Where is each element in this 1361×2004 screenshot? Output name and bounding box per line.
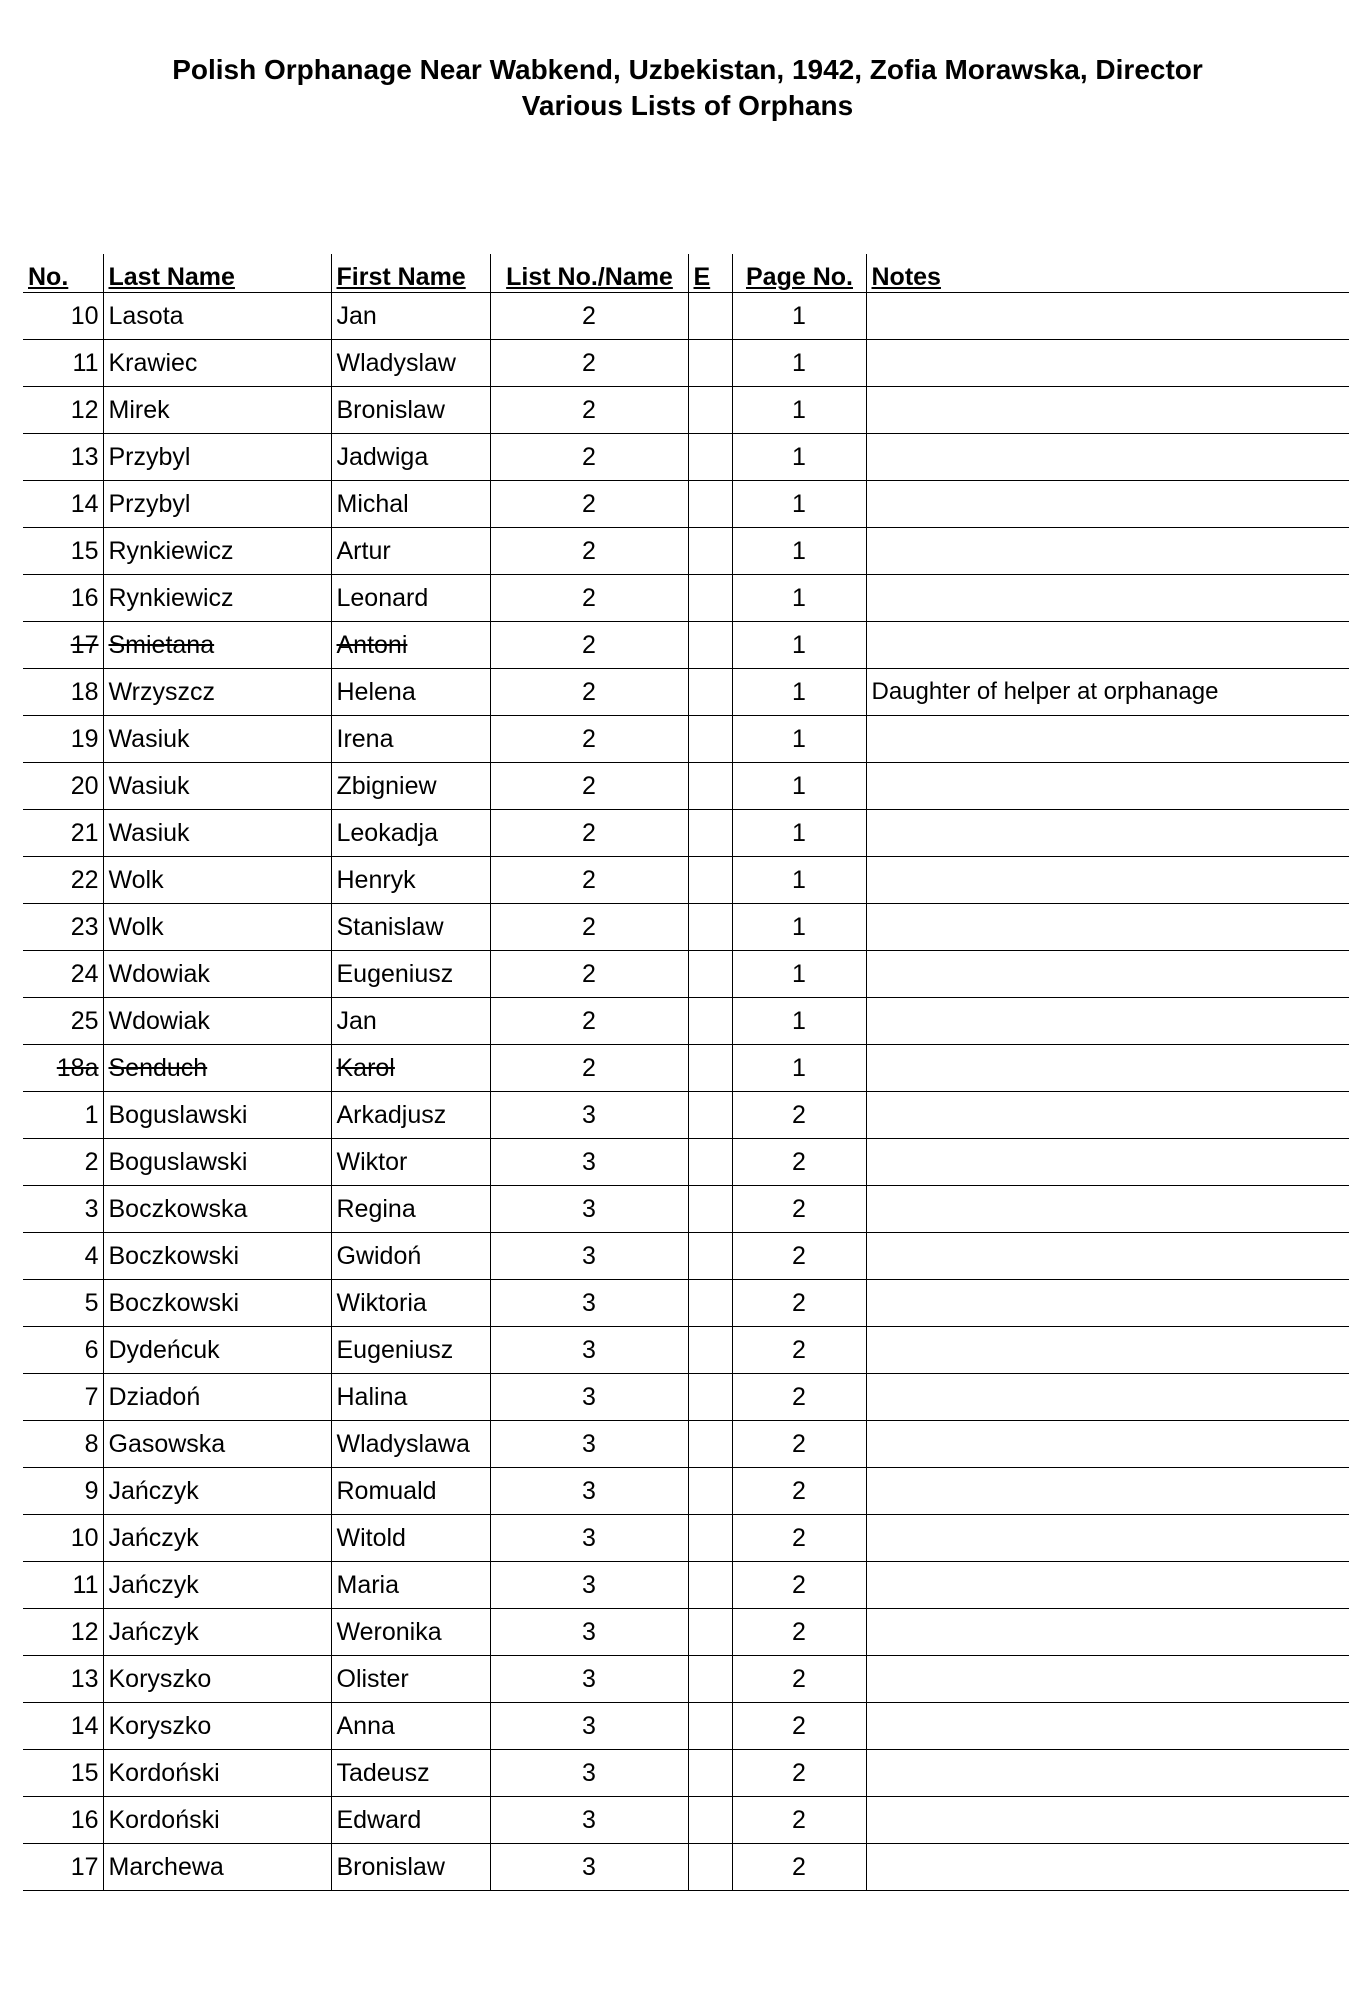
cell-page-no: 2	[732, 1092, 866, 1139]
cell-list-no: 3	[490, 1656, 688, 1703]
table-row	[23, 1045, 1349, 1092]
cell-page-no: 1	[732, 622, 866, 669]
table-row	[23, 293, 1349, 340]
cell-last-name: Koryszko	[103, 1656, 331, 1703]
cell-list-no: 3	[490, 1515, 688, 1562]
table-row	[23, 1421, 1349, 1468]
cell-e	[688, 481, 732, 528]
cell-list-no: 2	[490, 716, 688, 763]
cell-first-name: Tadeusz	[331, 1750, 490, 1797]
cell-e	[688, 1515, 732, 1562]
cell-first-name: Zbigniew	[331, 763, 490, 810]
cell-e	[688, 1703, 732, 1750]
column-header-first-name: First Name	[331, 254, 490, 293]
cell-notes	[866, 1092, 1349, 1139]
cell-page-no: 1	[732, 810, 866, 857]
cell-e	[688, 293, 732, 340]
cell-first-name: Weronika	[331, 1609, 490, 1656]
cell-e	[688, 857, 732, 904]
cell-last-name: Krawiec	[103, 340, 331, 387]
table-row	[23, 716, 1349, 763]
cell-list-no: 3	[490, 1280, 688, 1327]
cell-notes	[866, 951, 1349, 998]
cell-e	[688, 1092, 732, 1139]
cell-notes	[866, 1797, 1349, 1844]
cell-notes	[866, 1186, 1349, 1233]
cell-notes	[866, 1844, 1349, 1891]
table-row	[23, 481, 1349, 528]
cell-last-name: Kordoński	[103, 1797, 331, 1844]
cell-e	[688, 434, 732, 481]
cell-page-no: 1	[732, 1045, 866, 1092]
cell-e	[688, 1750, 732, 1797]
cell-notes	[866, 1656, 1349, 1703]
cell-list-no: 2	[490, 763, 688, 810]
cell-last-name: Smietana	[103, 622, 331, 669]
cell-page-no: 1	[732, 340, 866, 387]
cell-e	[688, 998, 732, 1045]
cell-last-name: Boczkowski	[103, 1280, 331, 1327]
cell-first-name: Leokadja	[331, 810, 490, 857]
cell-page-no: 1	[732, 904, 866, 951]
cell-no: 13	[23, 1656, 103, 1703]
cell-notes	[866, 1421, 1349, 1468]
cell-last-name: Boczkowski	[103, 1233, 331, 1280]
cell-e	[688, 1797, 732, 1844]
cell-page-no: 2	[732, 1844, 866, 1891]
cell-first-name: Antoni	[331, 622, 490, 669]
cell-notes	[866, 1562, 1349, 1609]
cell-e	[688, 1656, 732, 1703]
cell-list-no: 3	[490, 1233, 688, 1280]
cell-first-name: Helena	[331, 669, 490, 716]
table-row	[23, 387, 1349, 434]
cell-page-no: 2	[732, 1656, 866, 1703]
title-line-1: Polish Orphanage Near Wabkend, Uzbekistan, 1942, Zofia Morawska, Director	[172, 54, 1203, 85]
cell-list-no: 3	[490, 1562, 688, 1609]
cell-notes	[866, 716, 1349, 763]
table-row	[23, 1562, 1349, 1609]
cell-page-no: 1	[732, 481, 866, 528]
cell-e	[688, 1374, 732, 1421]
cell-notes	[866, 387, 1349, 434]
table-row	[23, 1233, 1349, 1280]
cell-e	[688, 1468, 732, 1515]
cell-first-name: Michal	[331, 481, 490, 528]
cell-last-name: Jańczyk	[103, 1468, 331, 1515]
cell-e	[688, 387, 732, 434]
cell-no: 22	[23, 857, 103, 904]
cell-last-name: Jańczyk	[103, 1562, 331, 1609]
cell-e	[688, 528, 732, 575]
cell-first-name: Maria	[331, 1562, 490, 1609]
cell-last-name: Wdowiak	[103, 951, 331, 998]
title-line-2: Various Lists of Orphans	[521, 90, 854, 121]
cell-no: 18a	[23, 1045, 103, 1092]
cell-first-name: Gwidoń	[331, 1233, 490, 1280]
column-header-e: E	[688, 254, 732, 293]
cell-last-name: Gasowska	[103, 1421, 331, 1468]
cell-first-name: Jadwiga	[331, 434, 490, 481]
cell-notes	[866, 528, 1349, 575]
cell-page-no: 2	[732, 1562, 866, 1609]
table-row	[23, 1750, 1349, 1797]
cell-no: 17	[23, 1844, 103, 1891]
cell-no: 21	[23, 810, 103, 857]
cell-last-name: Jańczyk	[103, 1609, 331, 1656]
cell-list-no: 3	[490, 1468, 688, 1515]
cell-notes	[866, 810, 1349, 857]
cell-page-no: 2	[732, 1515, 866, 1562]
cell-no: 18	[23, 669, 103, 716]
cell-list-no: 3	[490, 1139, 688, 1186]
cell-first-name: Wiktoria	[331, 1280, 490, 1327]
cell-last-name: Wdowiak	[103, 998, 331, 1045]
cell-notes	[866, 998, 1349, 1045]
cell-no: 17	[23, 622, 103, 669]
cell-page-no: 2	[732, 1797, 866, 1844]
cell-first-name: Leonard	[331, 575, 490, 622]
document-title	[0, 52, 1361, 124]
cell-first-name: Edward	[331, 1797, 490, 1844]
cell-notes	[866, 1515, 1349, 1562]
cell-notes	[866, 1327, 1349, 1374]
cell-e	[688, 904, 732, 951]
cell-page-no: 2	[732, 1280, 866, 1327]
cell-no: 24	[23, 951, 103, 998]
cell-e	[688, 575, 732, 622]
cell-e	[688, 810, 732, 857]
cell-e	[688, 1844, 732, 1891]
table-row	[23, 904, 1349, 951]
table-body	[23, 293, 1349, 1891]
cell-notes	[866, 1703, 1349, 1750]
cell-first-name: Regina	[331, 1186, 490, 1233]
cell-list-no: 2	[490, 998, 688, 1045]
cell-page-no: 2	[732, 1468, 866, 1515]
cell-last-name: Wasiuk	[103, 810, 331, 857]
cell-page-no: 2	[732, 1327, 866, 1374]
cell-e	[688, 1280, 732, 1327]
table-row	[23, 1468, 1349, 1515]
cell-first-name: Witold	[331, 1515, 490, 1562]
cell-e	[688, 1562, 732, 1609]
table-row	[23, 1139, 1349, 1186]
cell-list-no: 3	[490, 1844, 688, 1891]
cell-last-name: Boguslawski	[103, 1092, 331, 1139]
cell-list-no: 3	[490, 1092, 688, 1139]
cell-page-no: 2	[732, 1421, 866, 1468]
cell-last-name: Rynkiewicz	[103, 528, 331, 575]
cell-no: 20	[23, 763, 103, 810]
cell-list-no: 3	[490, 1374, 688, 1421]
cell-list-no: 3	[490, 1327, 688, 1374]
cell-first-name: Romuald	[331, 1468, 490, 1515]
cell-list-no: 3	[490, 1186, 688, 1233]
cell-list-no: 2	[490, 951, 688, 998]
cell-last-name: Przybyl	[103, 434, 331, 481]
cell-last-name: Dydeńcuk	[103, 1327, 331, 1374]
cell-e	[688, 1139, 732, 1186]
cell-list-no: 2	[490, 810, 688, 857]
cell-notes	[866, 1468, 1349, 1515]
cell-no: 1	[23, 1092, 103, 1139]
cell-notes	[866, 481, 1349, 528]
cell-no: 13	[23, 434, 103, 481]
cell-last-name: Jańczyk	[103, 1515, 331, 1562]
cell-no: 23	[23, 904, 103, 951]
cell-notes: Daughter of helper at orphanage	[866, 669, 1349, 716]
cell-no: 14	[23, 1703, 103, 1750]
cell-last-name: Wasiuk	[103, 763, 331, 810]
table-row	[23, 1609, 1349, 1656]
cell-page-no: 2	[732, 1139, 866, 1186]
cell-first-name: Irena	[331, 716, 490, 763]
cell-last-name: Mirek	[103, 387, 331, 434]
table-row	[23, 622, 1349, 669]
cell-first-name: Arkadjusz	[331, 1092, 490, 1139]
cell-page-no: 1	[732, 951, 866, 998]
cell-e	[688, 1421, 732, 1468]
table-row	[23, 1797, 1349, 1844]
cell-last-name: Wolk	[103, 904, 331, 951]
cell-notes	[866, 1280, 1349, 1327]
cell-page-no: 1	[732, 716, 866, 763]
cell-no: 4	[23, 1233, 103, 1280]
cell-list-no: 2	[490, 669, 688, 716]
cell-no: 8	[23, 1421, 103, 1468]
cell-no: 10	[23, 1515, 103, 1562]
cell-list-no: 3	[490, 1609, 688, 1656]
table-row	[23, 669, 1349, 716]
cell-list-no: 3	[490, 1797, 688, 1844]
table-row	[23, 810, 1349, 857]
cell-list-no: 3	[490, 1703, 688, 1750]
table-row	[23, 951, 1349, 998]
cell-no: 12	[23, 1609, 103, 1656]
cell-no: 16	[23, 575, 103, 622]
cell-first-name: Jan	[331, 293, 490, 340]
cell-last-name: Boguslawski	[103, 1139, 331, 1186]
cell-page-no: 1	[732, 763, 866, 810]
cell-no: 7	[23, 1374, 103, 1421]
cell-last-name: Lasota	[103, 293, 331, 340]
table-row	[23, 1327, 1349, 1374]
cell-notes	[866, 1609, 1349, 1656]
cell-no: 11	[23, 1562, 103, 1609]
table-row	[23, 1186, 1349, 1233]
cell-notes	[866, 763, 1349, 810]
cell-e	[688, 1327, 732, 1374]
cell-last-name: Rynkiewicz	[103, 575, 331, 622]
cell-last-name: Wrzyszcz	[103, 669, 331, 716]
cell-notes	[866, 575, 1349, 622]
cell-first-name: Bronislaw	[331, 1844, 490, 1891]
cell-last-name: Dziadoń	[103, 1374, 331, 1421]
cell-list-no: 2	[490, 293, 688, 340]
cell-no: 25	[23, 998, 103, 1045]
cell-notes	[866, 904, 1349, 951]
cell-no: 9	[23, 1468, 103, 1515]
cell-list-no: 2	[490, 904, 688, 951]
cell-first-name: Jan	[331, 998, 490, 1045]
cell-list-no: 3	[490, 1421, 688, 1468]
cell-first-name: Bronislaw	[331, 387, 490, 434]
table-row	[23, 1280, 1349, 1327]
cell-list-no: 2	[490, 481, 688, 528]
cell-first-name: Halina	[331, 1374, 490, 1421]
column-header-page-no: Page No.	[732, 254, 866, 293]
table-row	[23, 1844, 1349, 1891]
cell-last-name: Przybyl	[103, 481, 331, 528]
cell-notes	[866, 622, 1349, 669]
cell-list-no: 2	[490, 387, 688, 434]
table-row	[23, 528, 1349, 575]
cell-last-name: Koryszko	[103, 1703, 331, 1750]
column-header-no: No.	[23, 254, 103, 293]
table-row	[23, 1515, 1349, 1562]
cell-notes	[866, 1139, 1349, 1186]
cell-last-name: Senduch	[103, 1045, 331, 1092]
cell-no: 14	[23, 481, 103, 528]
table-row	[23, 763, 1349, 810]
cell-first-name: Artur	[331, 528, 490, 575]
cell-notes	[866, 1233, 1349, 1280]
orphan-list-table	[23, 254, 1349, 1891]
cell-page-no: 1	[732, 434, 866, 481]
cell-e	[688, 669, 732, 716]
cell-page-no: 1	[732, 387, 866, 434]
cell-list-no: 2	[490, 528, 688, 575]
cell-page-no: 2	[732, 1750, 866, 1797]
cell-e	[688, 340, 732, 387]
cell-last-name: Wolk	[103, 857, 331, 904]
cell-e	[688, 1609, 732, 1656]
cell-page-no: 2	[732, 1233, 866, 1280]
cell-page-no: 1	[732, 669, 866, 716]
cell-e	[688, 763, 732, 810]
cell-page-no: 2	[732, 1374, 866, 1421]
cell-first-name: Eugeniusz	[331, 1327, 490, 1374]
cell-list-no: 2	[490, 340, 688, 387]
cell-no: 11	[23, 340, 103, 387]
cell-e	[688, 1186, 732, 1233]
cell-no: 12	[23, 387, 103, 434]
cell-notes	[866, 1750, 1349, 1797]
cell-first-name: Stanislaw	[331, 904, 490, 951]
cell-page-no: 1	[732, 575, 866, 622]
cell-no: 6	[23, 1327, 103, 1374]
cell-e	[688, 1233, 732, 1280]
cell-list-no: 2	[490, 1045, 688, 1092]
cell-e	[688, 951, 732, 998]
cell-first-name: Eugeniusz	[331, 951, 490, 998]
cell-page-no: 1	[732, 857, 866, 904]
table-row	[23, 998, 1349, 1045]
column-header-list-no: List No./Name	[490, 254, 688, 293]
cell-page-no: 1	[732, 998, 866, 1045]
column-header-notes: Notes	[866, 254, 1349, 293]
cell-notes	[866, 293, 1349, 340]
cell-e	[688, 1045, 732, 1092]
table-row	[23, 575, 1349, 622]
table-row	[23, 1374, 1349, 1421]
cell-list-no: 2	[490, 857, 688, 904]
cell-list-no: 2	[490, 575, 688, 622]
cell-last-name: Boczkowska	[103, 1186, 331, 1233]
cell-notes	[866, 434, 1349, 481]
cell-page-no: 1	[732, 293, 866, 340]
table-row	[23, 1092, 1349, 1139]
cell-first-name: Karol	[331, 1045, 490, 1092]
cell-page-no: 1	[732, 528, 866, 575]
cell-e	[688, 716, 732, 763]
cell-first-name: Wiktor	[331, 1139, 490, 1186]
cell-last-name: Marchewa	[103, 1844, 331, 1891]
cell-no: 5	[23, 1280, 103, 1327]
cell-no: 3	[23, 1186, 103, 1233]
cell-last-name: Wasiuk	[103, 716, 331, 763]
cell-page-no: 2	[732, 1609, 866, 1656]
cell-no: 16	[23, 1797, 103, 1844]
cell-notes	[866, 1045, 1349, 1092]
column-header-last-name: Last Name	[103, 254, 331, 293]
table-row	[23, 434, 1349, 481]
cell-notes	[866, 340, 1349, 387]
cell-page-no: 2	[732, 1186, 866, 1233]
table-row	[23, 1656, 1349, 1703]
cell-first-name: Anna	[331, 1703, 490, 1750]
cell-list-no: 3	[490, 1750, 688, 1797]
cell-first-name: Wladyslawa	[331, 1421, 490, 1468]
cell-first-name: Wladyslaw	[331, 340, 490, 387]
table-header-row	[23, 254, 1349, 293]
table-row	[23, 1703, 1349, 1750]
table-row	[23, 340, 1349, 387]
cell-notes	[866, 857, 1349, 904]
cell-e	[688, 622, 732, 669]
cell-first-name: Olister	[331, 1656, 490, 1703]
cell-no: 15	[23, 1750, 103, 1797]
cell-last-name: Kordoński	[103, 1750, 331, 1797]
cell-page-no: 2	[732, 1703, 866, 1750]
cell-no: 10	[23, 293, 103, 340]
cell-first-name: Henryk	[331, 857, 490, 904]
table-row	[23, 857, 1349, 904]
cell-notes	[866, 1374, 1349, 1421]
cell-no: 15	[23, 528, 103, 575]
cell-no: 19	[23, 716, 103, 763]
cell-no: 2	[23, 1139, 103, 1186]
cell-list-no: 2	[490, 434, 688, 481]
cell-list-no: 2	[490, 622, 688, 669]
